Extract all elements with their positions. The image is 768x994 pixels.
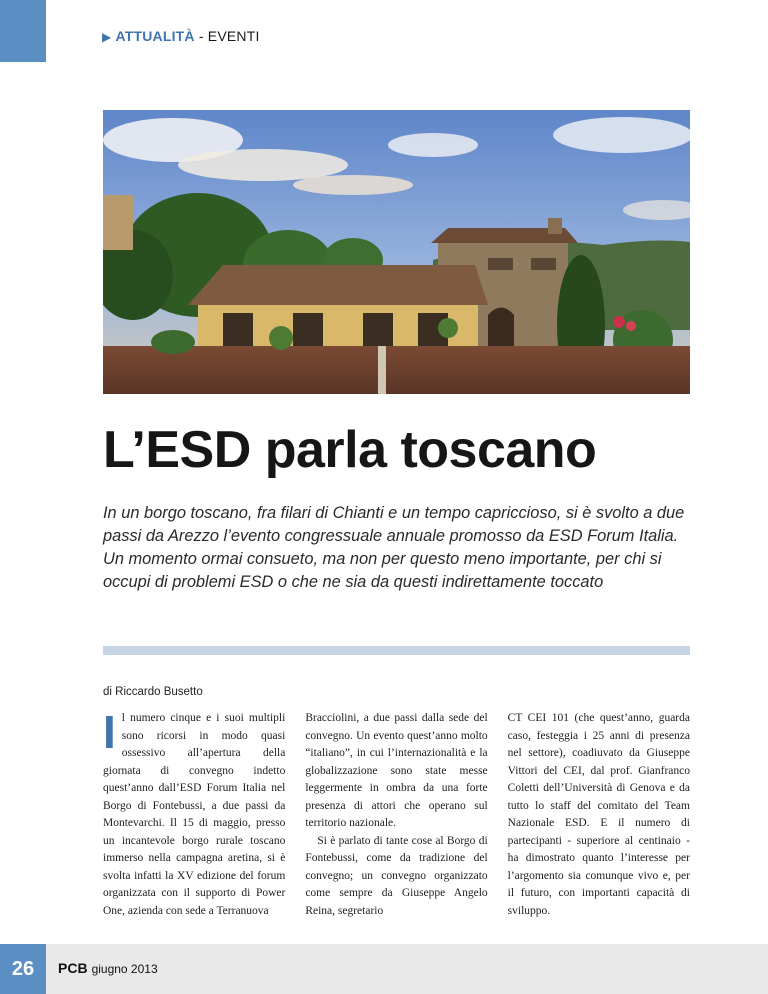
drop-cap: I xyxy=(103,706,116,758)
article-photo xyxy=(103,110,690,394)
page-number: 26 xyxy=(11,958,35,980)
footer-credit xyxy=(58,960,158,976)
body-column-3 xyxy=(507,710,690,917)
paragraph: Si è parlato di tante cose al Borgo di Fontebussi, come da tradizione del convegno; un convegno organizzato come sempre da Giuseppe Angelo Reina, segretario xyxy=(305,834,488,917)
issue-date: giugno 2013 xyxy=(91,962,158,976)
section-category: ATTUALITÀ xyxy=(115,28,195,44)
section-separator: - xyxy=(194,28,208,44)
body-column-2 xyxy=(305,710,488,917)
body-column-1 xyxy=(103,706,286,917)
article-lead: In un borgo toscano, fra filari di Chianti e un tempo capriccioso, si è svolto a due passi da Arezzo l’evento congressuale annuale promosso da ESD Forum Italia. Un momento ormai consueto, ma non per questo meno importante, per chi si occupi di problemi ESD o che ne sia da questi indirettamente toccato xyxy=(103,504,685,591)
play-arrow-icon: ▶ xyxy=(102,30,112,44)
farmhouse-photo-illustration xyxy=(103,110,690,394)
byline: di Riccardo Busetto xyxy=(103,686,203,698)
magazine-name: PCB xyxy=(58,960,88,976)
header-accent-block xyxy=(0,0,46,62)
divider-band xyxy=(103,646,690,655)
article-body xyxy=(103,706,690,917)
paragraph: Bracciolini, a due passi dalla sede del convegno. Un evento quest’anno molto “italiano”, in cui l’internazionalità e la globalizzazione sono state messe leggermente in ombra da una forte presenza di attori che operano sul territorio nazionale. xyxy=(305,712,488,829)
paragraph xyxy=(103,706,286,920)
article-title: L’ESD parla toscano xyxy=(103,421,597,479)
section-subcategory: EVENTI xyxy=(207,28,260,44)
paragraph: CT CEI 101 (che quest’anno, guarda caso, festeggia i 25 anni di presenza nel settore), coadiuvato da Giuseppe Vittori del CEI, dal prof. Gianfranco Coletti dell’Università di Genova e da tutto lo staff del comitato del Team Nazionale ESD. E il numero di partecipanti - superiore al centinaio - ha dimostrato quanto l’interesse per l’argomento sia comunque vivo e, per il futuro, con importanti capacità di sviluppo. xyxy=(507,712,690,917)
paragraph-text: l numero cinque e i suoi multipli sono ricorsi in modo quasi ossessivo all’apertura della giornata di convegno indetto quest’anno dall’ESD Forum Italia nel Borgo di Fontebussi, a due passi da Montevarchi. Il 15 di maggio, presso un incantevole borgo rurale toscano immerso nella campagna aretina, si è svolta infatti la XV edizione del forum organizzata con il supporto di Power One, azienda con sede a Terranuova xyxy=(103,712,286,917)
section-label xyxy=(102,28,260,44)
